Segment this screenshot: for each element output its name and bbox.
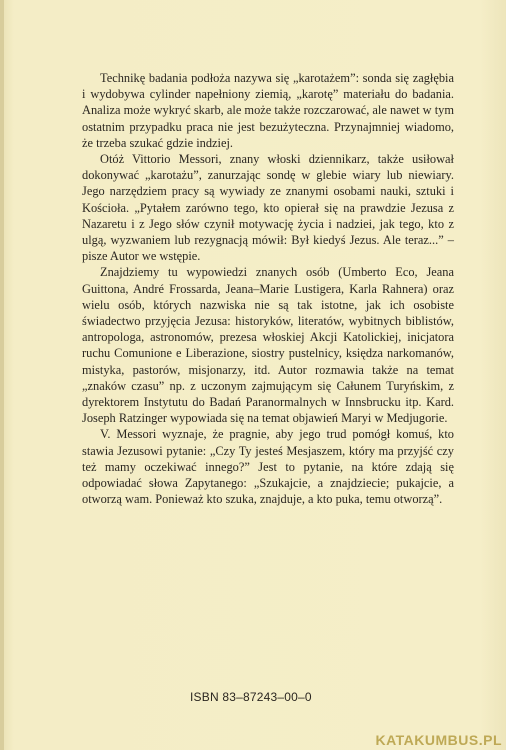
isbn-number: ISBN 83–87243–00–0 xyxy=(190,690,312,704)
spine-edge xyxy=(0,0,4,750)
blurb-paragraph-2: Otóż Vittorio Messori, znany włoski dziennikarz, także usiłował dokonywać „karotażu”, zanurzając sondę w glebie wiary lub niewiary. Jego narzędziem pracy są wywiady ze znanymi osobami nauki, sztuki i Kościoła. „Pytałem zarówno tego, kto opierał się na prawdzie Jezusa z Nazaretu i z Jego słów czynił motywację życia i nadziei, jak tego, kto z ulgą, wyzwaniem lub rezygnacją mówił: Był kiedyś Jezus. Ale teraz...” – pisze Autor we wstępie. xyxy=(82,152,454,264)
blurb-text xyxy=(82,70,454,507)
blurb-paragraph-1: Technikę badania podłoża nazywa się „karotażem”: sonda się zagłębia i wydobywa cylinder napełniony ziemią, „karotę” materiału do badania. Analiza może wykryć skarb, ale może także rozczarować, ale nawet w tym ostatnim przypadku praca nie jest bezużyteczna. Przynajmniej wiadomo, że trzeba szukać gdzie indziej. xyxy=(82,71,454,150)
blurb-paragraph-3: Znajdziemy tu wypowiedzi znanych osób (Umberto Eco, Jeana Guittona, André Frossarda, Jeana–Marie Lustigera, Karla Rahnera) oraz wielu osób, których nazwiska nie są tak istotne, jak ich osobiste świadectwo przyjęcia Jezusa: historyków, literatów, wybitnych biblistów, antropologa, astronomów, prezesa włoskiej Akcji Katolickiej, inicjatora ruchu Comunione e Liberazione, siostry pustelnicy, księdza narkomanów, mistyka, pastorów, misjonarzy, itd. Autor rozmawia także na temat „znaków czasu” np. z uczonym zajmującym się Całunem Turyńskim, z dyrektorem Instytutu do Badań Paranormalnych w Innsbrucku itp. Kard. Joseph Ratzinger wypowiada się na temat objawień Maryi w Medjugorie. xyxy=(82,265,454,426)
site-watermark: KATAKUMBUS.PL xyxy=(375,732,502,748)
blurb-paragraph-4: V. Messori wyznaje, że pragnie, aby jego trud pomógł komuś, kto stawia Jezusowi pytanie: „Czy Ty jesteś Mesjaszem, który ma przyjść czy też mamy oczekiwać innego?” Jest to pytanie, na które zdają się odpowiadać słowa Zapytanego: „Szukajcie, a znajdziecie; pukajcie, a otworzą wam. Ponieważ kto szuka, znajduje, a kto puka, temu otworzą”. xyxy=(82,427,454,507)
